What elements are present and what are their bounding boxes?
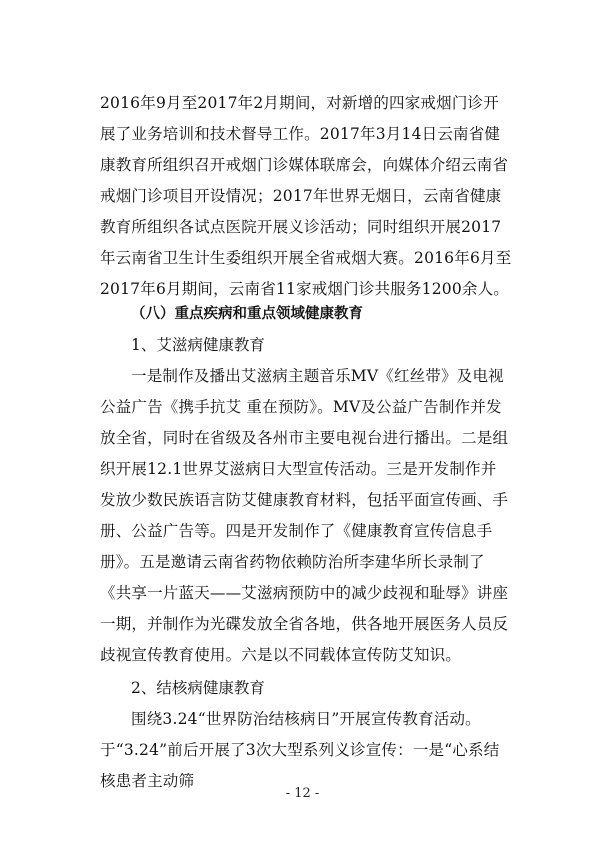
subsection-title: 1、艾滋病健康教育 xyxy=(131,336,265,354)
subsection-title: 2、结核病健康教育 xyxy=(131,679,265,697)
body-paragraph: 围绕3.24“世界防治结核病日”开展宣传教育活动。于“3.24”前后开展了3次大型系列义诊宣传：一是“心系结核患者主动筛 xyxy=(100,710,500,790)
section-heading: （八）重点疾病和重点领域健康教育 xyxy=(131,305,363,322)
body-paragraph: 2016年9月至2017年2月期间，对新增的四家戒烟门诊开展了业务培训和技术督导工作。2017年3月14日云南省健康教育所组织召开戒烟门诊媒体联席会，向媒体介绍云南省戒烟门诊项目开设情况；2017年世界无烟日，云南省健康教育所组织各试点医院开展义诊活动；同时组织开展2017年云南省卫生计生委组织开展全省戒烟大赛。2016年6月至2017年6月期间，云南省11家戒烟门诊共服务1200余人。 xyxy=(100,94,512,298)
page-number: - 12 - xyxy=(285,786,320,801)
body-paragraph: 一是制作及播出艾滋病主题音乐MV《红丝带》及电视公益广告《携手抗艾 重在预防》。MV及公益广告制作并发放全省，同时在省级及各州市主要电视台进行播出。二是组织开展12.1世界艾滋病日大型宣传活动。三是开发制作并发放少数民族语言防艾健康教育材料，包括平面宣传画、手册、公益广告等。四是开发制作了《健康教育宣传信息手册》。五是邀请云南省药物依赖防治所李建华所长录制了《共享一片蓝天——艾滋病预防中的减少歧视和耻辱》讲座一期，并制作为光碟发放全省各地，供各地开展医务人员反歧视宣传教育使用。六是以不同载体宣传防艾知识。 xyxy=(100,367,509,664)
